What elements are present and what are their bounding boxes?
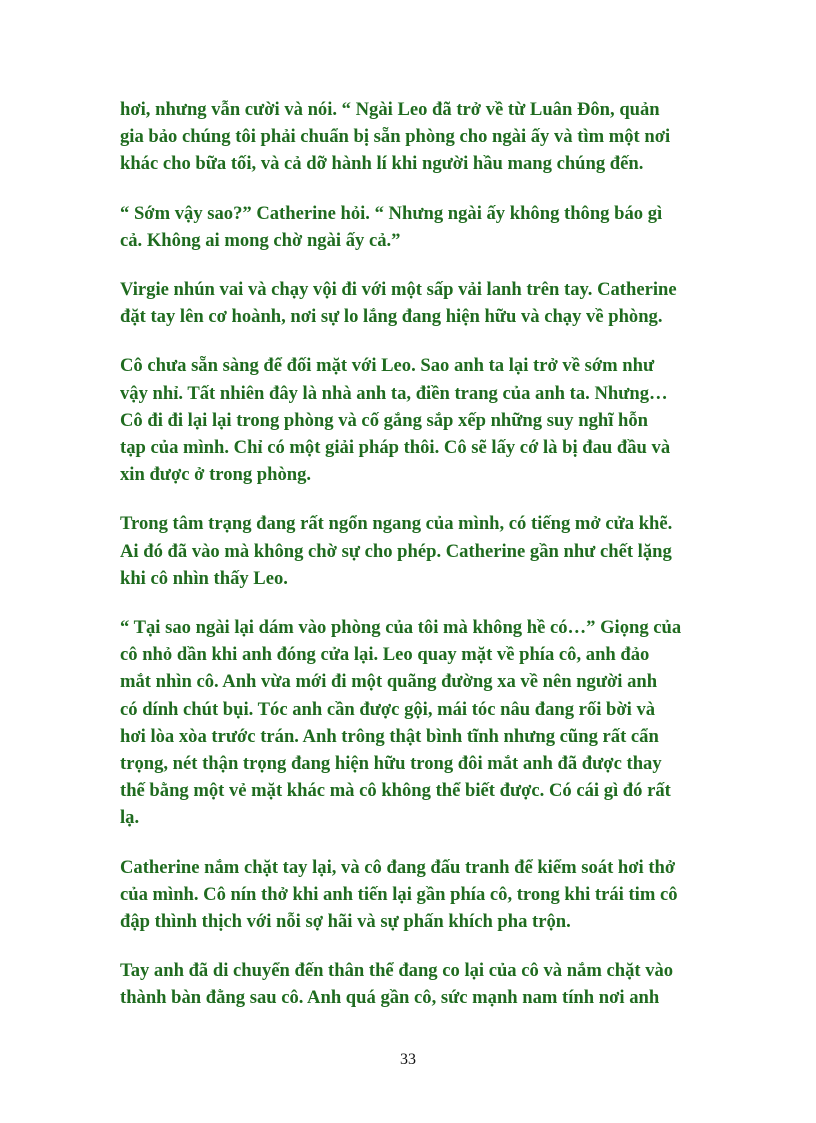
text-line: tạp của mình. Chỉ có một giải pháp thôi. Cô sẽ lấy cớ là bị đau đầu và <box>120 437 671 459</box>
text-line: hơi lòa xòa trước trán. Anh trông thật bình tĩnh nhưng cũng rất cẩn <box>120 725 659 747</box>
text-line: Trong tâm trạng đang rất ngổn ngang của mình, có tiếng mở cửa khẽ. <box>120 513 673 535</box>
text-line: đặt tay lên cơ hoành, nơi sự lo lắng đang hiện hữu và chạy về phòng. <box>120 306 663 328</box>
paragraph <box>120 200 723 254</box>
paragraph <box>120 957 723 1011</box>
paragraph <box>120 352 723 488</box>
text-line: Tay anh đã di chuyển đến thân thể đang co lại của cô và nắm chặt vào <box>120 960 674 982</box>
text-line: lạ. <box>120 807 140 829</box>
text-line: cô nhỏ dần khi anh đóng cửa lại. Leo quay mặt về phía cô, anh đảo <box>120 644 650 666</box>
text-line: Cô đi đi lại lại trong phòng và cố gắng sắp xếp những suy nghĩ hỗn <box>120 409 648 431</box>
paragraph <box>120 510 723 592</box>
text-line: Virgie nhún vai và chạy vội đi với một sấp vải lanh trên tay. Catherine <box>120 279 677 301</box>
text-line: xin được ở trong phòng. <box>120 464 312 486</box>
paragraph <box>120 96 723 178</box>
text-line: thành bàn đằng sau cô. Anh quá gần cô, sức mạnh nam tính nơi anh <box>120 987 660 1009</box>
text-line: cả. Không ai mong chờ ngài ấy cả.” <box>120 229 401 251</box>
text-line: Cô chưa sẵn sàng để đối mặt với Leo. Sao anh ta lại trở về sớm như <box>120 355 655 377</box>
body-text <box>120 96 723 1034</box>
text-line: có dính chút bụi. Tóc anh cần được gội, mái tóc nâu đang rối bời và <box>120 698 656 720</box>
text-line: Ai đó đã vào mà không chờ sự cho phép. Catherine gần như chết lặng <box>120 540 672 562</box>
text-line: của mình. Cô nín thở khi anh tiến lại gần phía cô, trong khi trái tim cô <box>120 883 678 905</box>
text-line: gia bảo chúng tôi phải chuẩn bị sẵn phòng cho ngài ấy và tìm một nơi <box>120 126 671 148</box>
text-line: trọng, nét thận trọng đang hiện hữu trong đôi mắt anh đã được thay <box>120 753 662 775</box>
paragraph <box>120 854 723 936</box>
text-line: thế bằng một vẻ mặt khác mà cô không thể biết được. Có cái gì đó rất <box>120 780 671 802</box>
text-line: khi cô nhìn thấy Leo. <box>120 567 288 589</box>
text-line: “ Sớm vậy sao?” Catherine hỏi. “ Nhưng ngài ấy không thông báo gì <box>120 202 663 224</box>
text-line: khác cho bữa tối, và cả dỡ hành lí khi người hầu mang chúng đến. <box>120 153 644 175</box>
text-line: vậy nhỉ. Tất nhiên đây là nhà anh ta, điền trang của anh ta. Nhưng… <box>120 382 668 404</box>
text-line: Catherine nắm chặt tay lại, và cô đang đấu tranh để kiểm soát hơi thở <box>120 856 676 878</box>
text-line: đập thình thịch với nỗi sợ hãi và sự phấn khích pha trộn. <box>120 911 571 933</box>
page-number: 33 <box>400 1051 416 1068</box>
text-line: mắt nhìn cô. Anh vừa mới đi một quãng đường xa về nên người anh <box>120 671 658 693</box>
text-line: “ Tại sao ngài lại dám vào phòng của tôi mà không hề có…” Giọng của <box>120 617 682 639</box>
paragraph <box>120 276 723 330</box>
paragraph <box>120 614 723 832</box>
text-line: hơi, nhưng vẫn cười và nói. “ Ngài Leo đã trở về từ Luân Đôn, quản <box>120 99 660 120</box>
